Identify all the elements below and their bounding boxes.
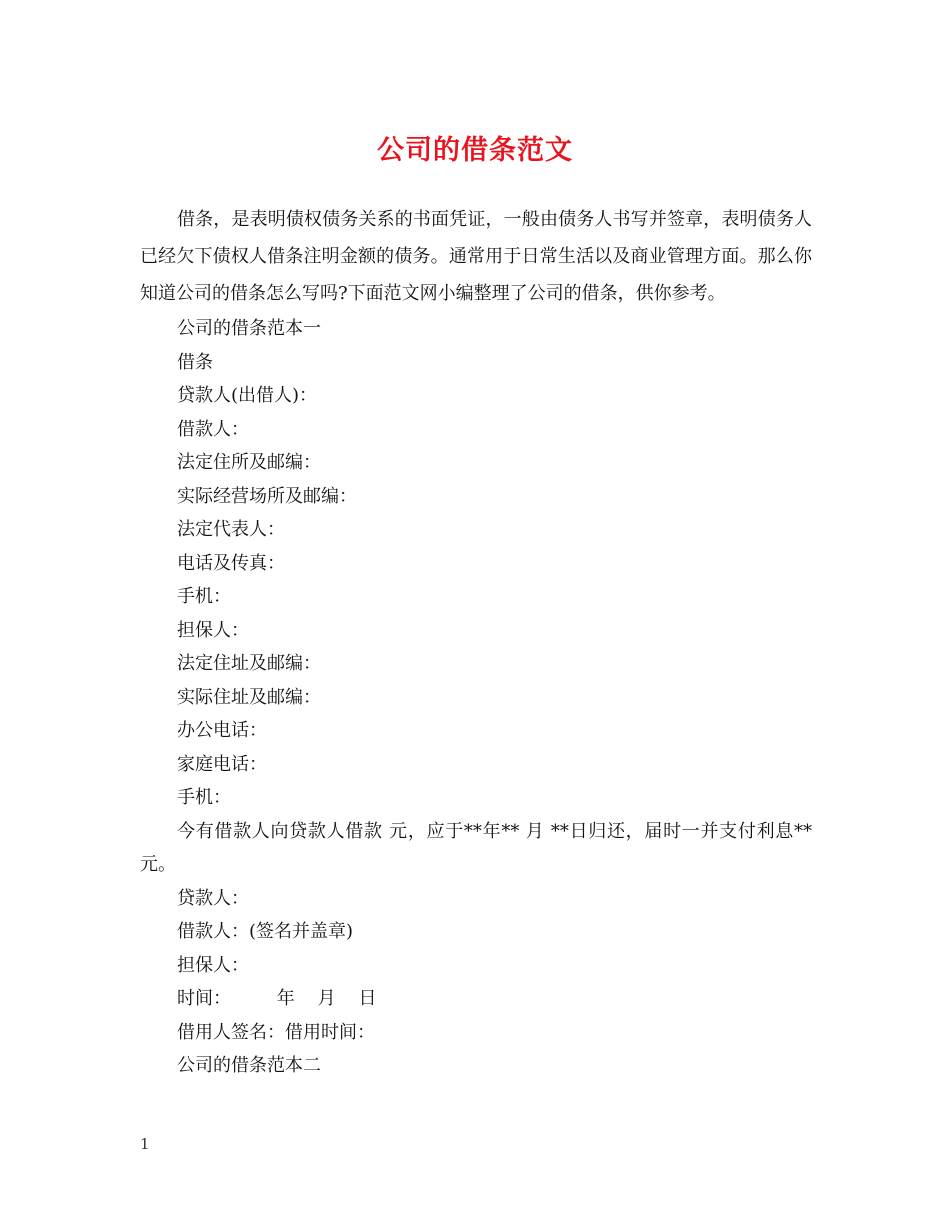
business-address-field: 实际经营场所及邮编：: [177, 485, 357, 507]
document-title: 公司的借条范文: [377, 135, 573, 166]
legal-representative-field: 法定代表人：: [177, 519, 285, 540]
mobile-field: 手机：: [177, 586, 231, 607]
lender-signature-line: 贷款人：: [177, 887, 249, 909]
loan-statement: 今有借款人向贷款人借款 元，应于**年** 月 **日归还，届时一并支付利息** 元。: [140, 820, 812, 875]
template-heading-one: 公司的借条范本一: [177, 318, 321, 339]
date-line: 时间： 年 月 日: [177, 988, 377, 1009]
borrower-signature-line: 借款人：(签名并盖章): [177, 921, 354, 942]
receipt-title: 借条: [177, 351, 213, 373]
legal-address-field: 法定住所及邮编：: [177, 452, 321, 473]
guarantor-actual-address-field: 实际住址及邮编：: [177, 686, 321, 708]
guarantor-signature-line: 担保人：: [177, 954, 249, 976]
guarantor-mobile-field: 手机：: [177, 787, 231, 808]
lender-field: 贷款人(出借人)：: [177, 385, 318, 406]
page-number: 1: [140, 1135, 150, 1153]
borrower-field: 借款人：: [177, 418, 249, 440]
guarantor-legal-address-field: 法定住址及邮编：: [177, 653, 321, 674]
guarantor-field: 担保人：: [177, 619, 249, 641]
intro-paragraph: 借条，是表明债权债务关系的书面凭证，一般由债务人书写并签章，表明债务人已经欠下债权人借条注明金额的债务。通常用于日常生活以及商业管理方面。那么你知道公司的借条怎么写吗?下面范文网小编整理了公司的借条，供你参考。: [140, 209, 812, 304]
borrower-sign-time-line: 借用人签名：借用时间：: [177, 1021, 375, 1043]
office-phone-field: 办公电话：: [177, 720, 267, 741]
home-phone-field: 家庭电话：: [177, 753, 267, 775]
template-heading-two: 公司的借条范本二: [177, 1055, 321, 1076]
document-body: [140, 201, 812, 1083]
phone-fax-field: 电话及传真：: [177, 552, 285, 574]
